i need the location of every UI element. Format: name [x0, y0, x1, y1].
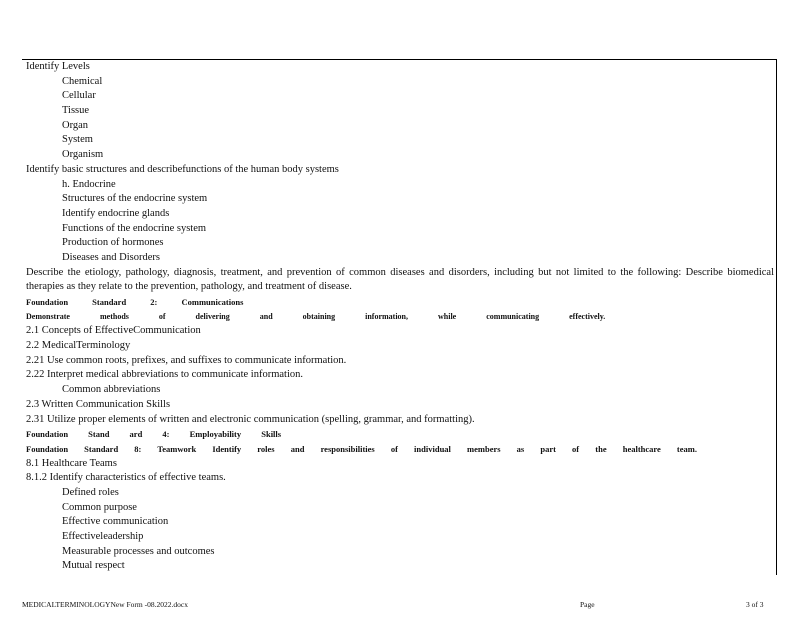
page-footer	[0, 598, 800, 612]
list-item	[26, 89, 774, 104]
list-item	[26, 530, 774, 545]
list-item-label: Structures of the endocrine system	[62, 193, 208, 205]
list-item-label: Measurable processes and outcomes	[62, 545, 215, 557]
list-item	[26, 75, 774, 90]
section-2-3: 2.3 Written Communication Skills	[26, 398, 171, 410]
section-8-1: 8.1 Healthcare Teams	[26, 457, 117, 469]
footer-filename: MEDICALTERMINOLOGYNew Form -08.2022.docx	[22, 600, 188, 609]
list-item	[26, 119, 774, 134]
section-8-1-2: 8.1.2 Identify characteristics of effective teams.	[26, 472, 226, 484]
list-item-label: Identify endocrine glands	[62, 207, 170, 219]
list-item	[26, 486, 774, 501]
list-item-label: Mutual respect	[62, 560, 125, 572]
list-item-label: Common abbreviations	[62, 384, 161, 396]
list-item	[26, 207, 774, 222]
heading-identify-levels: Identify Levels	[26, 61, 90, 72]
list-item-label: Organism	[62, 149, 104, 161]
footer-page-label: Page	[580, 600, 595, 609]
footer-page-count: 3 of 3	[746, 600, 764, 609]
list-item	[26, 104, 774, 119]
section-2-31: 2.31 Utilize proper elements of written and electronic communication (spelling, grammar, and formatting).	[26, 413, 475, 425]
list-item	[26, 222, 774, 237]
list-item	[26, 251, 774, 266]
foundation-standard-8: Foundation Standard 8: Teamwork Identify roles and responsibilities of individual members as part of the healthcare team.	[26, 443, 697, 454]
document-body	[26, 60, 774, 574]
section-2-1: 2.1 Concepts of EffectiveCommunication	[26, 325, 201, 337]
paragraph: Identify basic structures and describefunctions of the human body systems	[26, 163, 339, 175]
foundation-standard-4: Foundation Stand ard 4: Employability Skills	[26, 429, 282, 440]
section-2-22: 2.22 Interpret medical abbreviations to communicate information.	[26, 369, 303, 381]
subheading-endocrine: h. Endocrine	[62, 178, 116, 190]
section-2-2: 2.2 MedicalTerminology	[26, 340, 131, 352]
list-item-label: System	[62, 134, 93, 146]
paragraph-etiology: Describe the etiology, pathology, diagnosis, treatment, and prevention of common diseases and disorders, including but not limited to the following: Describe biomedical therapies as they relate to the prevention, pathology, and treatment of disease.	[26, 266, 774, 293]
list-item	[26, 133, 774, 148]
list-item	[26, 236, 774, 251]
list-item	[26, 148, 774, 163]
list-item-label: Cellular	[62, 90, 96, 102]
list-item	[26, 515, 774, 530]
list-item	[26, 545, 774, 560]
list-item-label: Effectiveleadership	[62, 531, 144, 543]
foundation-standard-2-description: Demonstrate methods of delivering and obtaining information, while communicating effectively.	[26, 311, 606, 321]
list-item-label: Chemical	[62, 75, 103, 87]
list-item	[26, 383, 774, 398]
list-item-label: Functions of the endocrine system	[62, 222, 207, 234]
list-item	[26, 559, 774, 574]
section-2-21: 2.21 Use common roots, prefixes, and suffixes to communicate information.	[26, 354, 347, 366]
list-item-label: Common purpose	[62, 501, 137, 513]
foundation-standard-2: Foundation Standard 2: Communications	[26, 297, 244, 308]
list-item-label: Defined roles	[62, 486, 119, 498]
list-item-label: Production of hormones	[62, 237, 164, 249]
list-item-label: Organ	[62, 119, 89, 131]
list-item-label: Diseases and Disorders	[62, 251, 160, 263]
list-item-label: Effective communication	[62, 516, 169, 528]
list-item	[26, 501, 774, 516]
list-item-label: Tissue	[62, 105, 90, 117]
list-item	[26, 192, 774, 207]
